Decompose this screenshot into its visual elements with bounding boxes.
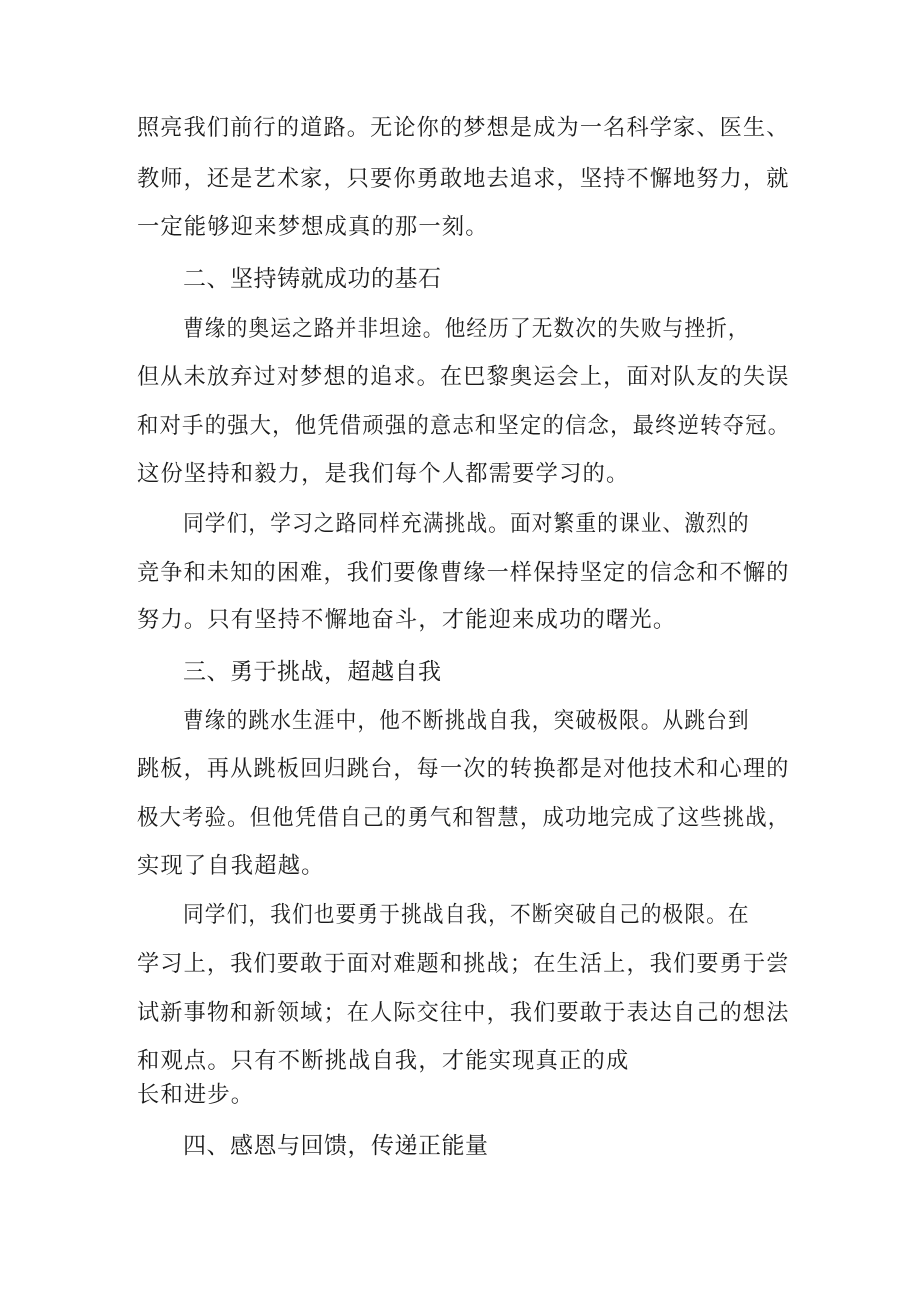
section-heading-2: 二、坚持铸就成功的基石 (183, 266, 442, 292)
paragraph-line: 试新事物和新领域；在人际交往中，我们要敢于表达自己的想法 (137, 1000, 790, 1026)
section-heading-3: 三、勇于挑战，超越自我 (183, 659, 442, 685)
paragraph-line: 努力。只有坚持不懈地奋斗，才能迎来成功的曙光。 (137, 607, 677, 633)
paragraph-line: 跳板，再从跳板回归跳台，每一次的转换都是对他技术和心理的 (137, 756, 790, 782)
paragraph-line: 但从未放弃过对梦想的追求。在巴黎奥运会上，面对队友的失误 (137, 364, 790, 390)
paragraph-line: 这份坚持和毅力，是我们每个人都需要学习的。 (137, 461, 630, 487)
paragraph-line: 学习上，我们要敢于面对难题和挑战；在生活上，我们要勇于尝 (137, 951, 790, 977)
paragraph-line: 实现了自我超越。 (137, 853, 325, 879)
paragraph-line: 曹缘的跳水生涯中，他不断挑战自我，突破极限。从跳台到 (183, 708, 750, 734)
paragraph-line: 长和进步。 (137, 1082, 255, 1108)
paragraph-line: 竞争和未知的困难，我们要像曹缘一样保持坚定的信念和不懈的 (137, 560, 790, 586)
paragraph-line: 一定能够迎来梦想成真的那一刻。 (137, 214, 489, 240)
paragraph-line: 同学们，我们也要勇于挑战自我，不断突破自己的极限。在 (183, 902, 750, 928)
paragraph-line: 同学们，学习之路同样充满挑战。面对繁重的课业、激烈的 (183, 511, 750, 537)
paragraph-line: 教师，还是艺术家，只要你勇敢地去追求，坚持不懈地努力，就 (137, 166, 790, 192)
paragraph-line: 和对手的强大，他凭借顽强的意志和坚定的信念，最终逆转夺冠。 (137, 413, 791, 439)
paragraph-line: 和观点。只有不断挑战自我，才能实现真正的成 (137, 1048, 630, 1074)
paragraph-line: 极大考验。但他凭借自己的勇气和智慧，成功地完成了这些挑战， (137, 805, 791, 831)
section-heading-4: 四、感恩与回馈，传递正能量 (183, 1133, 489, 1159)
paragraph-line: 照亮我们前行的道路。无论你的梦想是成为一名科学家、医生、 (137, 115, 790, 141)
paragraph-line: 曹缘的奥运之路并非坦途。他经历了无数次的失败与挫折， (183, 316, 750, 342)
